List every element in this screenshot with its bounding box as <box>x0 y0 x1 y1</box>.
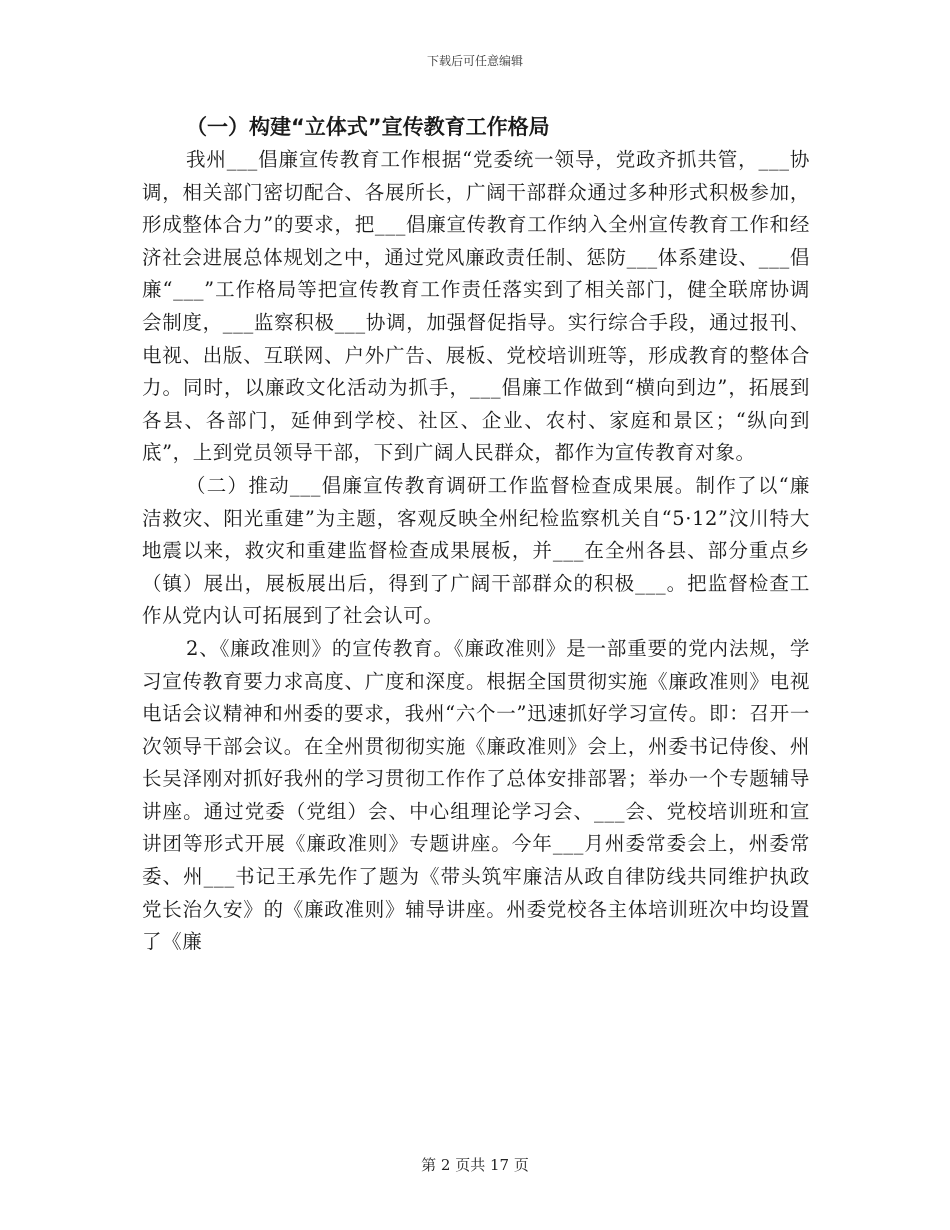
section-heading: （一）构建“立体式”宣传教育工作格局 <box>186 115 550 139</box>
page-header-note: 下载后可任意编辑 <box>426 54 523 68</box>
paragraph: 2、《廉政准则》的宣传教育。《廉政准则》是一部重要的党内法规，学习宣传教育要力求高度、广度和深度。根据全国贯彻实施《廉政准则》电视电话会议精神和州委的要求，我州“六个一”迅速抓好学习宣传。即：召开一次领导干部会议。在全州贯彻彻实施《廉政准则》会上，州委书记侍俊、州长吴泽刚对抓好我州的学习贯彻工作作了总体安排部署；举办一个专题辅导讲座。通过党委（党组）会、中心组理论学习会、___会、党校培训班和宣讲团等形式开展《廉政准则》专题讲座。今年___月州委常委会上，州委常委、州___书记王承先作了题为《带头筑牢廉洁从政自律防线共同维护执政党长治久安》的《廉政准则》辅导讲座。州委党校各主体培训班次中均设置了《廉 <box>142 636 810 954</box>
paragraph: （二）推动___倡廉宣传教育调研工作监督检查成果展。制作了以“廉洁救灾、阳光重建”为主题，客观反映全州纪检监察机关自“5·12”汶川特大地震以来，救灾和重建监督检查成果展板，并___在全州各县、部分重点乡（镇）展出，展板展出后，得到了广阔干部群众的积极___。把监督检查工作从党内认可拓展到了社会认可。 <box>142 473 810 628</box>
paragraph: 我州___倡廉宣传教育工作根据“党委统一领导，党政齐抓共管，___协调，相关部门密切配合、各展所长，广阔干部群众通过多种形式积极参加，形成整体合力”的要求，把___倡廉宣传教育工作纳入全州宣传教育工作和经济社会进展总体规划之中，通过党风廉政责任制、惩防___体系建设、___倡廉“___”工作格局等把宣传教育工作责任落实到了相关部门，健全联席协调会制度，___监察积极___协调，加强督促指导。实行综合手段，通过报刊、电视、出版、互联网、户外广告、展板、党校培训班等，形成教育的整体合力。同时，以廉政文化活动为抓手，___倡廉工作做到“横向到边”，拓展到各县、各部门，延伸到学校、社区、企业、农村、家庭和景区；“纵向到底”，上到党员领导干部，下到广阔人民群众，都作为宣传教育对象。 <box>142 148 810 465</box>
page-number: 第 2 页共 17 页 <box>421 1156 529 1174</box>
document-body <box>142 110 810 959</box>
